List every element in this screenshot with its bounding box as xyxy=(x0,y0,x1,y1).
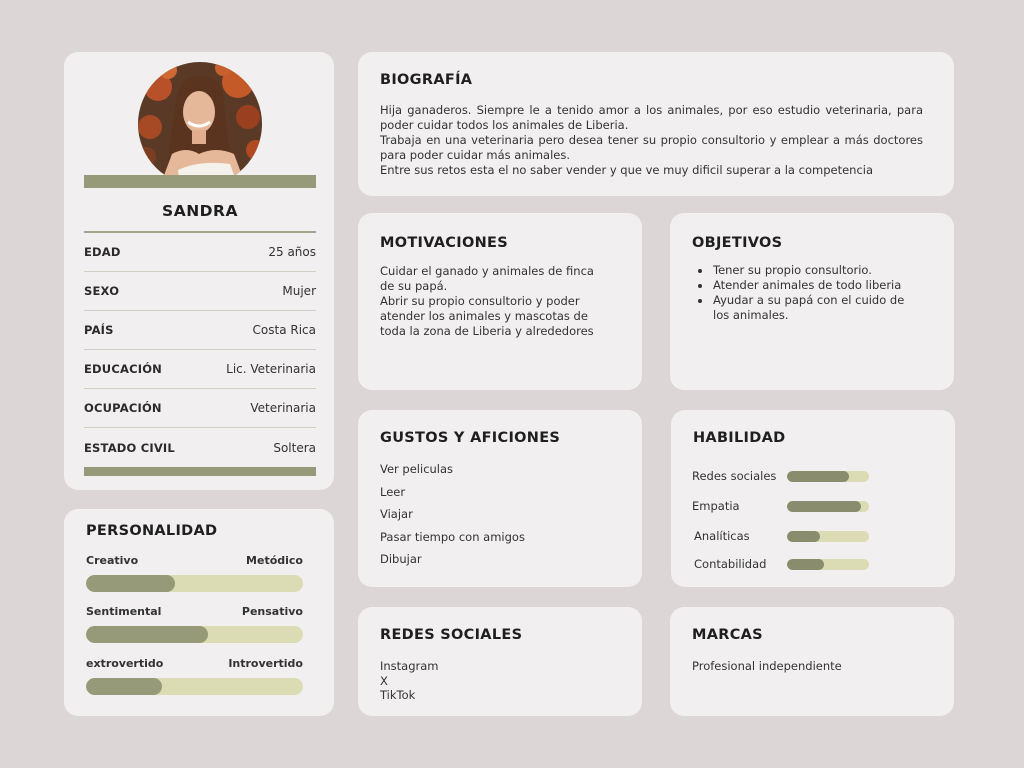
personality-card xyxy=(64,509,334,716)
skill-fill xyxy=(787,471,849,482)
info-label: PAÍS xyxy=(84,323,114,337)
info-label: EDAD xyxy=(84,245,121,259)
skill-bar xyxy=(787,559,869,570)
bio-line: Hija ganaderos. Siempre le a tenido amor a los animales, por eso estudio veterinaria, para poder cuidar todos los animales de Liberia. xyxy=(380,103,923,132)
trait-fill xyxy=(86,678,162,695)
info-value: Soltera xyxy=(273,440,316,455)
trait-right-label: Pensativo xyxy=(241,605,303,618)
skill-fill xyxy=(787,501,861,512)
trait-fill xyxy=(86,575,175,592)
brands-card xyxy=(670,607,954,716)
motivations-text xyxy=(380,264,610,339)
list-item: Ver peliculas xyxy=(380,462,454,476)
skill-row xyxy=(694,529,894,543)
profile-card xyxy=(64,52,334,490)
skill-label: Contabilidad xyxy=(694,557,767,571)
trait-bar xyxy=(86,678,303,695)
info-row-sex xyxy=(84,272,316,311)
social-item-instagram: Instagram xyxy=(380,659,439,673)
list-item: Atender animales de todo liberia xyxy=(692,278,922,293)
skill-fill xyxy=(787,559,824,570)
objectives-list xyxy=(692,263,922,323)
info-value: Costa Rica xyxy=(252,323,316,337)
section-title: PERSONALIDAD xyxy=(86,523,218,539)
info-row-age xyxy=(84,233,316,272)
biography-text xyxy=(380,103,923,178)
trait-bar xyxy=(86,575,303,592)
trait-left-label: extrovertido xyxy=(86,657,164,670)
trait-creative-methodical xyxy=(86,554,303,592)
skill-bar xyxy=(787,501,869,512)
social-item-tiktok: TikTok xyxy=(380,688,416,702)
bio-line: Entre sus retos esta el no saber vender y que ve muy dificil superar a la competencia xyxy=(380,163,874,177)
info-row-occupation xyxy=(84,389,316,428)
info-label: EDUCACIÓN xyxy=(84,362,162,376)
skill-bar xyxy=(787,531,869,542)
trait-extrovert-introvert xyxy=(86,657,303,695)
skill-fill xyxy=(787,531,820,542)
list-item: Dibujar xyxy=(380,552,422,566)
trait-right-label: Introvertido xyxy=(228,657,303,670)
section-title: GUSTOS Y AFICIONES xyxy=(380,430,561,446)
info-row-country xyxy=(84,311,316,350)
hobbies-card xyxy=(358,410,642,587)
objectives-card xyxy=(670,213,954,390)
skill-row xyxy=(692,499,892,513)
skill-bar xyxy=(787,471,869,482)
bio-line: Trabaja en una veterinaria pero desea tener su propio consultorio y emplear a más doctores para poder cuidar más animales. xyxy=(380,133,923,162)
section-title: OBJETIVOS xyxy=(692,235,783,251)
info-row-civil-status xyxy=(84,428,316,467)
trait-left-label: Creativo xyxy=(86,554,139,567)
social-list xyxy=(380,659,439,703)
avatar xyxy=(138,62,262,186)
motivations-card xyxy=(358,213,642,390)
motivation-line: Cuidar el ganado y animales de finca de su papá. xyxy=(380,264,594,293)
motivation-line: Abrir su propio consultorio y poder atender los animales y mascotas de toda la zona de Liberia y alrededores xyxy=(380,294,594,338)
brands-text: Profesional independiente xyxy=(692,659,842,673)
skill-row xyxy=(692,469,892,483)
info-value: Veterinaria xyxy=(250,401,316,415)
info-value: Lic. Veterinaria xyxy=(226,362,316,376)
section-title: BIOGRAFÍA xyxy=(380,72,473,88)
info-label: OCUPACIÓN xyxy=(84,401,162,415)
skill-row xyxy=(694,557,894,571)
persona-name: SANDRA xyxy=(162,202,238,220)
skill-label: Empatia xyxy=(692,499,740,513)
section-title: MARCAS xyxy=(692,627,763,643)
list-item: Leer xyxy=(380,484,406,499)
avatar-photo xyxy=(138,62,262,186)
trait-left-label: Sentimental xyxy=(86,605,162,618)
list-item: Ayudar a su papá con el cuido de los animales. xyxy=(692,293,922,323)
skills-card xyxy=(671,410,955,587)
list-item: Tener su propio consultorio. xyxy=(692,263,922,278)
list-item: Pasar tiempo con amigos xyxy=(380,529,525,544)
section-title: REDES SOCIALES xyxy=(380,627,523,643)
trait-fill xyxy=(86,626,208,643)
trait-bar xyxy=(86,626,303,643)
skill-label: Redes sociales xyxy=(692,469,777,483)
hobbies-list xyxy=(380,462,525,575)
section-title: HABILIDAD xyxy=(693,430,786,446)
name-accent-bar xyxy=(84,175,316,188)
info-value: 25 años xyxy=(268,245,316,259)
bottom-accent-bar xyxy=(84,467,316,476)
social-item-x: X xyxy=(380,673,388,688)
info-label: ESTADO CIVIL xyxy=(84,440,175,455)
info-value: Mujer xyxy=(282,284,316,298)
info-label: SEXO xyxy=(84,284,120,298)
skill-label: Analíticas xyxy=(694,529,750,543)
list-item: Viajar xyxy=(380,507,413,521)
info-row-education xyxy=(84,350,316,389)
trait-sentimental-thoughtful xyxy=(86,605,303,643)
section-title: MOTIVACIONES xyxy=(380,235,508,251)
biography-card xyxy=(358,52,954,196)
social-networks-card xyxy=(358,607,642,716)
trait-right-label: Metódico xyxy=(246,554,303,567)
